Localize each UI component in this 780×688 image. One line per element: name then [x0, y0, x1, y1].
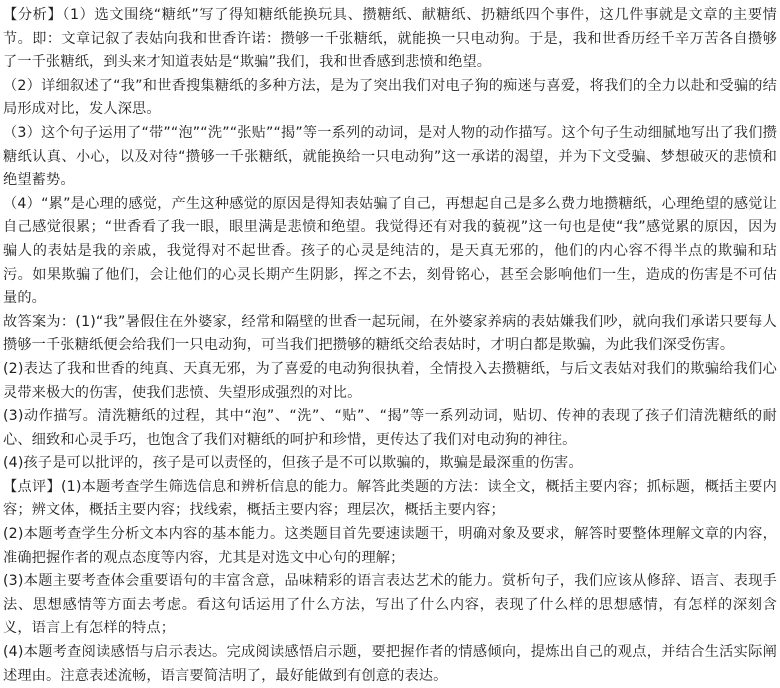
comment-paragraph-4: (4)本题考查阅读感悟与启示表达。完成阅读感悟启示题，要把握作者的情感倾向，提炼出自己的观点，并结合生活实际阐述理由。注意表述流畅，语言要简洁明了，最好能做到有创意的表达。: [3, 644, 777, 684]
analysis-paragraph-1: 【分析】（1）选文围绕“糖纸”写了得知糖纸能换玩具、攒糖纸、献糖纸、扔糖纸四个事件，这几件事就是文章的主要情节。即：文章记叙了表姑向我和世香许诺：攒够一千张糖纸，就能换一只电动狗。于是，我和世香历经千辛万苦各自攒够了一千张糖纸，到头来才知道表姑是“欺骗”我们，我和世香感到悲愤和绝望。: [3, 7, 777, 71]
answer-paragraph-2: (2)表达了我和世香的纯真、天真无邪，为了喜爱的电动狗很执着，全情投入去攒糖纸，与后文表姑对我们的欺骗给我们心灵带来极大的伤害，使我们悲愤、失望形成强烈的对比。: [3, 360, 777, 401]
answer-paragraph-3: (3)动作描写。清洗糖纸的过程，其中“泡”、“洗”、“贴”、“揭”等一系列动词，贴切、传神的表现了孩子们清洗糖纸的耐心、细致和心灵手巧，也饱含了我们对糖纸的呵护和珍惜，更传达了我们对电动狗的神往。: [3, 408, 777, 448]
comment-paragraph-3: (3)本题主要考查体会重要语句的丰富含意，品味精彩的语言表达艺术的能力。赏析句子，我们应该从修辞、语言、表现手法、思想感情等方面去考虑。看这句话运用了什么方法，写出了什么内容，表现了什么样的思想感情，有怎样的深刻含义，语言上有怎样的特点；: [3, 573, 777, 637]
comment-paragraph-2: (2)本题考查学生分析文本内容的基本能力。这类题目首先要速读题干，明确对象及要求，解答时要整体理解文章的内容，准确把握作者的观点态度等内容，尤其是对选文中心句的理解；: [3, 526, 777, 566]
analysis-paragraph-4: （4）“累”是心理的感觉，产生这种感觉的原因是得知表姑骗了自己，再想起自己是多么费力地攒糖纸，心理绝望的感觉让自己感觉很累；“世香看了我一眼，眼里满是悲愤和绝望。我觉得还有对我的藐视”这一句也是使“我”感觉累的原因，因为骗人的表姑是我的亲戚，我觉得对不起世香。孩子的心灵是纯洁的，是天真无邪的，他们的内心容不得半点的欺骗和玷污。如果欺骗了他们，会让他们的心灵长期产生阴影，挥之不去，刻骨铭心，甚至会影响他们一生，造成的伤害是不可估量的。: [3, 195, 777, 307]
comment-paragraph-1: 【点评】(1)本题考查学生筛选信息和辨析信息的能力。解答此类题的方法：读全文，概括主要内容；抓标题，概括主要内容；辨文体，概括主要内容；找线索，概括主要内容；理层次，概括主要内容；: [3, 478, 777, 519]
answer-paragraph-1: 故答案为：(1)“我”暑假住在外婆家，经常和隔壁的世香一起玩闹，在外婆家养病的表姑嫌我们吵，就向我们承诺只要每人攒够一千张糖纸便会给我们一只电动狗，可当我们把攒够的糖纸交给表姑时，才明白都是欺骗，为此我们深受伤害。: [3, 313, 777, 354]
analysis-paragraph-3: （3）这个句子运用了“带”“泡”“洗”“张贴”“揭”等一系列的动词，是对人物的动作描写。这个句子生动细腻地写出了我们攒糖纸认真、小心，以及对待“攒够一千张糖纸，就能换给一只电动狗”这一承诺的渴望，并为下文受骗、梦想破灭的悲愤和绝望蓄势。: [3, 124, 777, 189]
analysis-paragraph-2: （2）详细叙述了“我”和世香搜集糖纸的多种方法，是为了突出我们对电子狗的痴迷与喜爱，将我们的全力以赴和受骗的结局形成对比，发人深思。: [3, 77, 777, 118]
answer-paragraph-4: (4)孩子是可以批评的，孩子是可以责怪的，但孩子是不可以欺骗的，欺骗是最深重的伤害。: [3, 455, 583, 472]
